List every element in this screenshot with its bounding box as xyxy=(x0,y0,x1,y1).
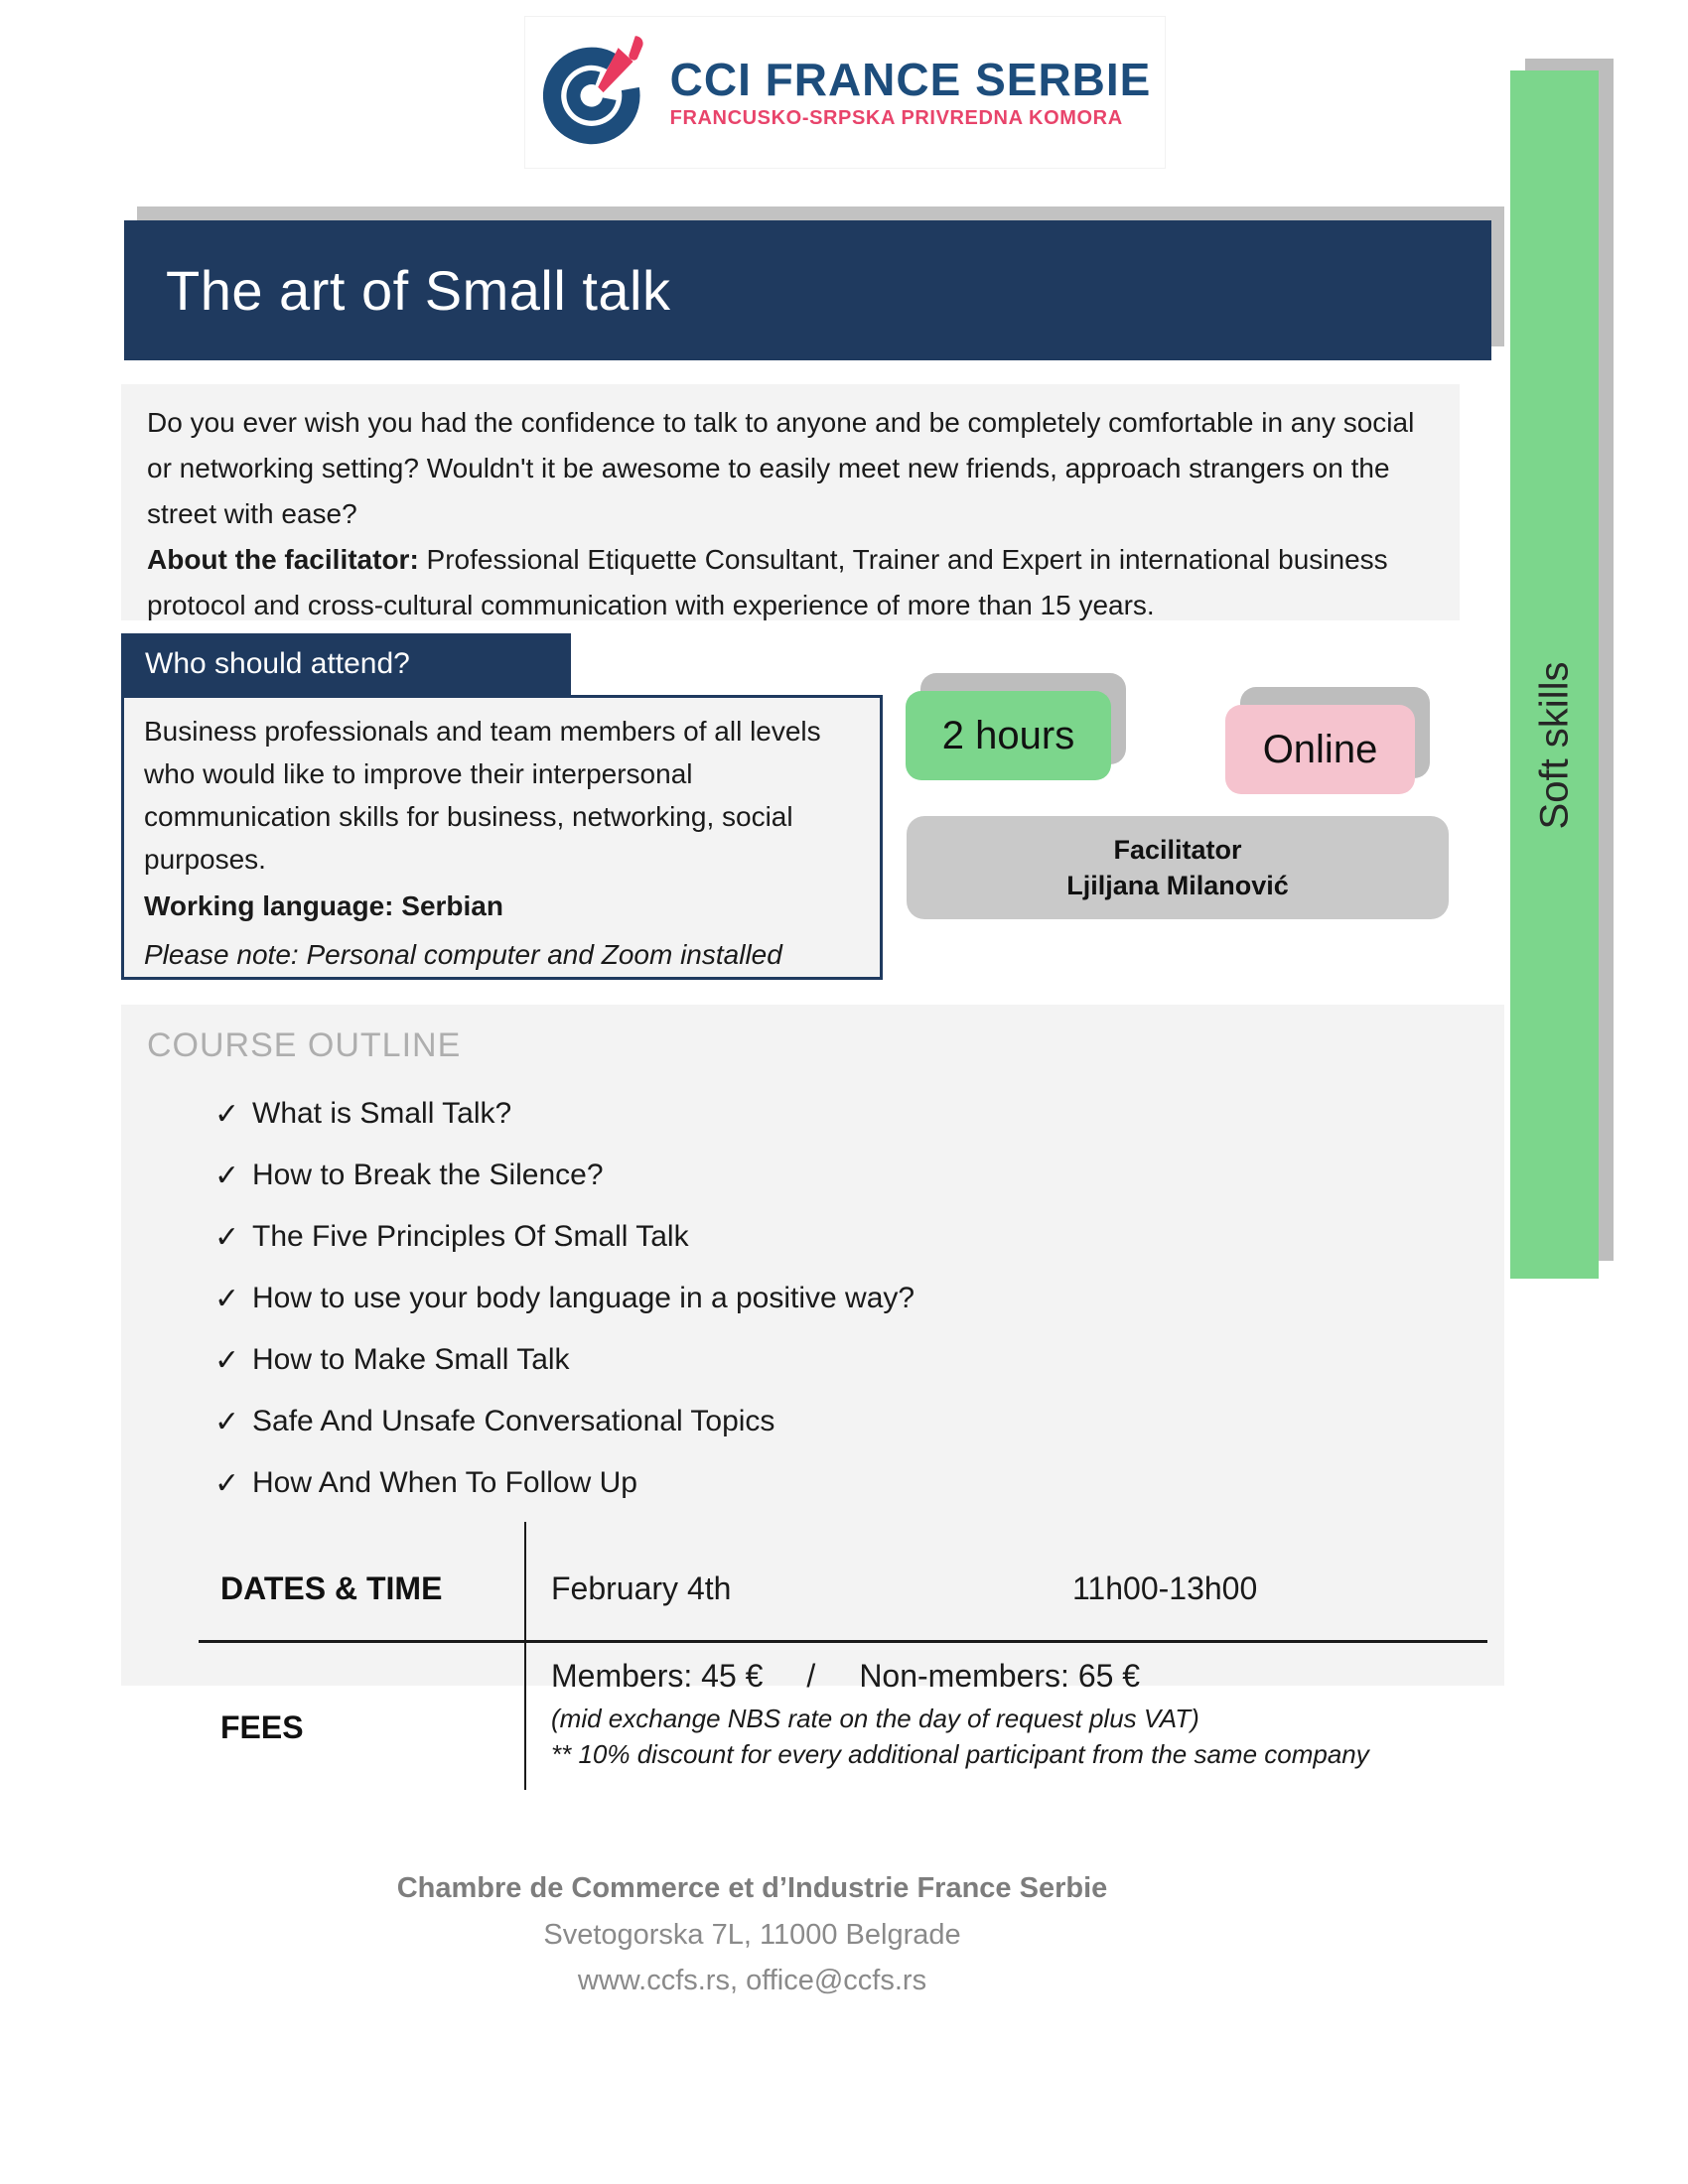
outline-item-text: How to Break the Silence? xyxy=(252,1159,604,1191)
checkmark-icon: ✓ xyxy=(214,1343,240,1377)
facilitator-name: Ljiljana Milanović xyxy=(1066,871,1289,900)
who-should-attend-title: Who should attend? xyxy=(145,647,410,680)
footer-address: Svetogorska 7L, 11000 Belgrade xyxy=(543,1919,961,1951)
fees-separator: / xyxy=(806,1658,816,1694)
working-language-value: Serbian xyxy=(401,890,503,921)
who-should-attend-header xyxy=(121,633,571,695)
outline-item xyxy=(147,1145,1504,1206)
table-horizontal-divider xyxy=(199,1640,1487,1643)
date-value: February 4th xyxy=(551,1570,732,1606)
table-vertical-divider xyxy=(524,1522,526,1790)
outline-item xyxy=(147,1329,1504,1391)
logo-block xyxy=(524,16,1166,169)
checkmark-icon: ✓ xyxy=(214,1220,240,1254)
about-facilitator-text: Professional Etiquette Consultant, Trainer and Expert in international business protocol and cross-cultural communication with experience of more than 15 years. xyxy=(147,544,1388,620)
attend-body-text: Business professionals and team members of all levels who would like to improve their interpersonal communication skills for business, networking, social purposes. xyxy=(144,716,821,875)
page-title: The art of Small talk xyxy=(166,259,671,322)
duration-badge xyxy=(906,691,1111,780)
duration-label: 2 hours xyxy=(941,713,1075,757)
footer-contact: www.ccfs.rs, office@ccfs.rs xyxy=(577,1965,927,1996)
soft-skills-ribbon xyxy=(1510,70,1599,1279)
about-facilitator-label: About the facilitator: xyxy=(147,544,419,575)
dates-time-label: DATES & TIME xyxy=(220,1570,443,1606)
fees-members: Members: 45 € xyxy=(551,1658,764,1694)
outline-item-text: The Five Principles Of Small Talk xyxy=(252,1220,689,1253)
course-outline-list xyxy=(147,1083,1504,1514)
outline-item-text: What is Small Talk? xyxy=(252,1097,512,1130)
who-should-attend-box xyxy=(121,695,883,980)
outline-item xyxy=(147,1452,1504,1514)
working-language-line xyxy=(144,885,860,927)
fees-note-discount: ** 10% discount for every additional participant from the same company xyxy=(551,1739,1369,1769)
logo-title: CCI FRANCE SERBIE xyxy=(669,53,1152,105)
logo-text xyxy=(669,53,1152,130)
footer xyxy=(0,1872,1504,2010)
working-language-label: Working language: xyxy=(144,890,394,921)
checkmark-icon: ✓ xyxy=(214,1282,240,1315)
outline-item xyxy=(147,1083,1504,1145)
time-value: 11h00-13h00 xyxy=(1072,1570,1258,1606)
outline-item-text: How And When To Follow Up xyxy=(252,1466,637,1499)
fees-main-line xyxy=(551,1658,1140,1695)
outline-item-text: How to use your body language in a positive way? xyxy=(252,1282,915,1314)
title-banner xyxy=(124,220,1491,360)
logo-subtitle: FRANCUSKO-SRPSKA PRIVREDNA KOMORA xyxy=(669,106,1123,129)
fees-nonmembers: Non-members: 65 € xyxy=(859,1658,1141,1694)
format-label: Online xyxy=(1262,727,1378,771)
outline-item-text: Safe And Unsafe Conversational Topics xyxy=(252,1405,775,1437)
checkmark-icon: ✓ xyxy=(214,1097,240,1131)
facilitator-card xyxy=(907,816,1449,919)
fees-label: FEES xyxy=(220,1709,304,1745)
format-badge xyxy=(1225,705,1415,794)
checkmark-icon: ✓ xyxy=(214,1405,240,1438)
fees-note-vat: (mid exchange NBS rate on the day of request plus VAT) xyxy=(551,1704,1199,1733)
outline-item xyxy=(147,1391,1504,1452)
course-outline-header: COURSE OUTLINE xyxy=(147,1026,462,1064)
outline-item-text: How to Make Small Talk xyxy=(252,1343,570,1376)
checkmark-icon: ✓ xyxy=(214,1159,240,1192)
cci-logo-icon xyxy=(539,32,650,154)
intro-paragraph: Do you ever wish you had the confidence to talk to anyone and be completely comfortable in any social or networking setting? Wouldn't it be awesome to easily meet new friends, approach strangers on the street with ease? xyxy=(147,407,1415,529)
please-note-text: Please note: Personal computer and Zoom installed xyxy=(144,939,782,970)
outline-item xyxy=(147,1206,1504,1268)
footer-org-name: Chambre de Commerce et d’Industrie France Serbie xyxy=(396,1872,1108,1904)
intro-panel xyxy=(121,384,1460,620)
soft-skills-label: Soft skills xyxy=(1532,661,1576,830)
facilitator-title: Facilitator xyxy=(1113,835,1242,865)
outline-item xyxy=(147,1268,1504,1329)
checkmark-icon: ✓ xyxy=(214,1466,240,1500)
